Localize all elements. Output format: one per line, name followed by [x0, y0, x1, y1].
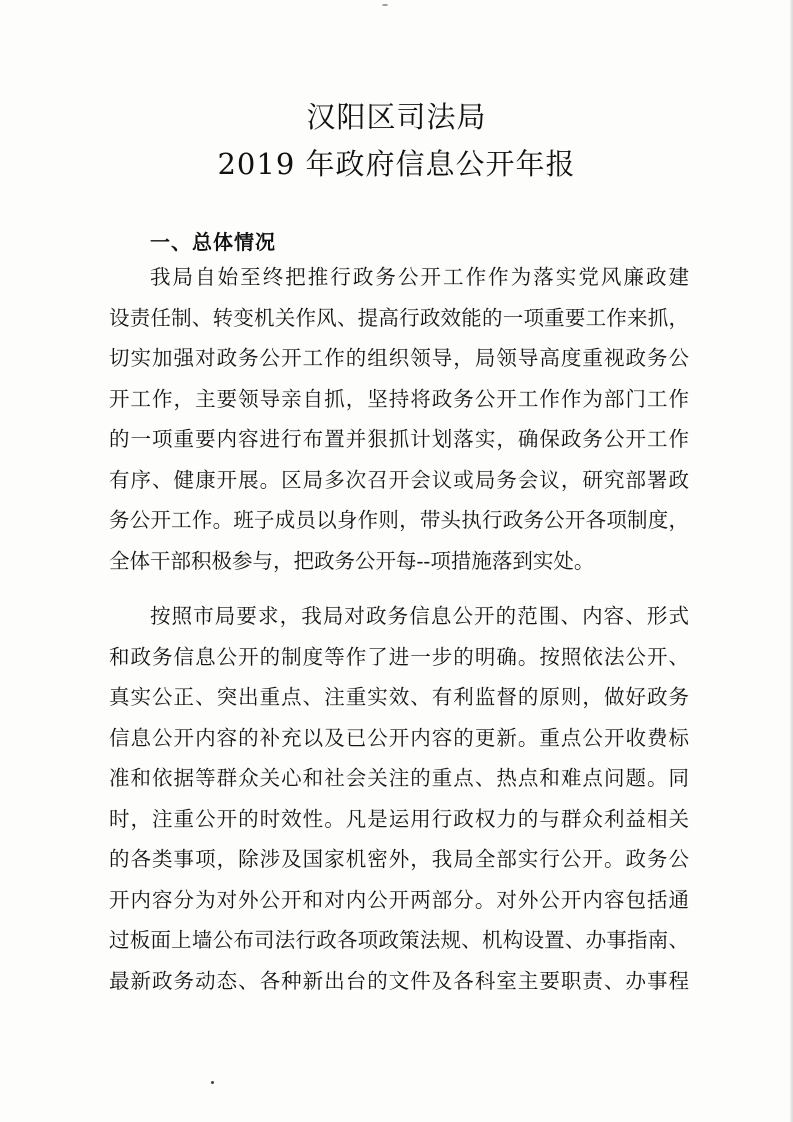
paragraph-line: 时，注重公开的时效性。凡是运用行政权力的与群众利益相关 — [109, 806, 689, 831]
paragraph-line: 的各类事项，除涉及国家机密外，我局全部实行公开。政务公 — [109, 847, 689, 871]
paragraph-line: 和政务信息公开的制度等作了进一步的明确。按照依法公开、 — [109, 644, 689, 669]
document-title-report: 2019 年政府信息公开年报 — [217, 147, 576, 181]
paragraph-line: 务公开工作。班子成员以身作则，带头执行政务公开各项制度， — [109, 508, 689, 532]
section-heading-overview: 一、总体情况 — [150, 230, 276, 254]
paragraph-line: 切实加强对政务公开工作的组织领导，局领导高度重视政务公 — [109, 346, 689, 370]
paragraph-overview — [109, 257, 689, 581]
paragraph-disclosure-scope — [109, 596, 689, 1001]
paragraph-line: 设责任制、转变机关作风、提高行政效能的一项重要工作来抓， — [109, 305, 689, 330]
paragraph-line: 过板面上墙公布司法行政各项政策法规、机构设置、办事指南、 — [109, 928, 689, 952]
paragraph-line: 开工作，主要领导亲自抓，坚持将政务公开工作作为部门工作 — [109, 386, 689, 411]
paragraph-line: 真实公正、突出重点、注重实效、有利监督的原则，做好政务 — [109, 685, 689, 709]
paragraph-line: 开内容分为对外公开和对内公开两部分。对外公开内容包括通 — [109, 887, 689, 912]
paragraph-line: 全体干部积极参与，把政务公开每--项措施落到实处。 — [109, 548, 595, 573]
paragraph-line: 的一项重要内容进行布置并狠抓计划落实，确保政务公开工作 — [109, 427, 689, 451]
document-title-agency: 汉阳区司法局 — [306, 100, 487, 134]
paragraph-line: 最新政务动态、各种新出台的文件及各科室主要职责、办事程 — [109, 968, 689, 993]
paragraph-line: 我局自始至终把推行政务公开工作作为落实党风廉政建 — [150, 265, 689, 289]
scan-speck — [382, 4, 388, 6]
paragraph-line: 按照市局要求，我局对政务信息公开的范围、内容、形式 — [150, 604, 689, 628]
paragraph-line: 信息公开内容的补充以及已公开内容的更新。重点公开收费标 — [109, 725, 689, 750]
paragraph-line: 准和依据等群众关心和社会关注的重点、热点和难点问题。同 — [109, 766, 689, 790]
scan-speck — [211, 1081, 214, 1084]
paragraph-line: 有序、健康开展。区局多次召开会议或局务会议，研究部署政 — [109, 467, 689, 492]
